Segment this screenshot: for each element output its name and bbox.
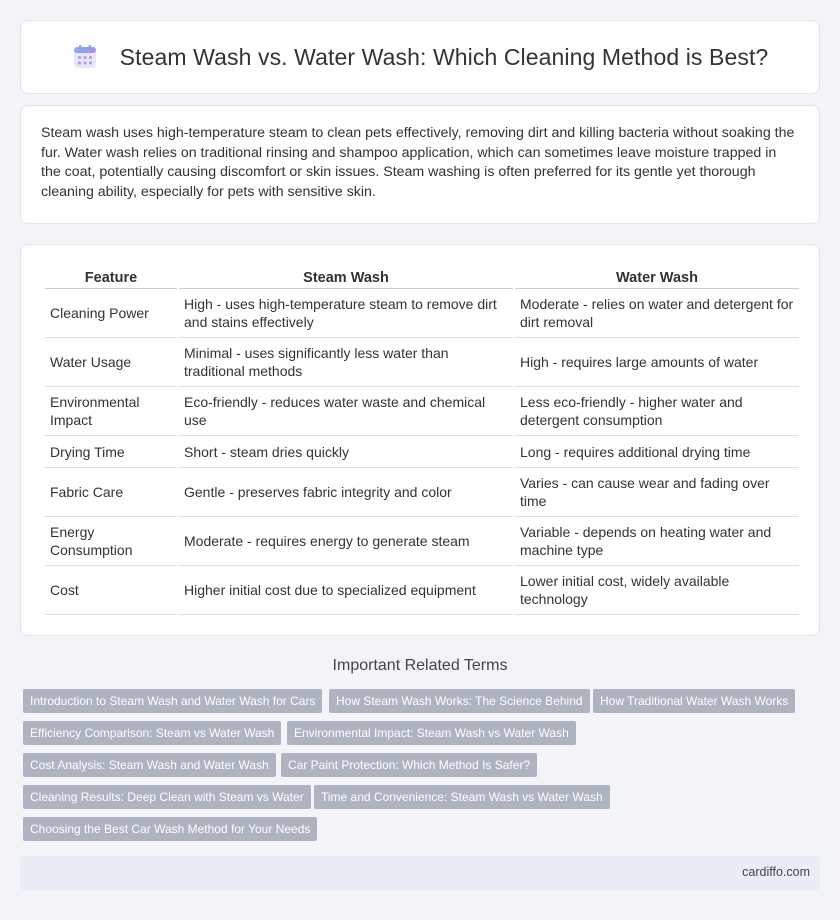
related-tag[interactable]: Introduction to Steam Wash and Water Wash for Cars: [23, 689, 322, 713]
related-tag[interactable]: Time and Convenience: Steam Wash vs Water Wash: [314, 785, 610, 809]
related-tag[interactable]: Car Paint Protection: Which Method Is Safer?: [281, 753, 537, 777]
water-cell: Moderate - relies on water and detergent for dirt removal: [515, 289, 799, 338]
related-tag[interactable]: Efficiency Comparison: Steam vs Water Wash: [23, 721, 281, 745]
intro-card: [20, 105, 820, 224]
footer: [20, 856, 820, 890]
related-tag[interactable]: Choosing the Best Car Wash Method for Your Needs: [23, 817, 317, 841]
feature-cell: Cleaning Power: [45, 289, 177, 338]
water-cell: High - requires large amounts of water: [515, 338, 799, 387]
feature-cell: Drying Time: [45, 436, 177, 468]
related-terms-title: Important Related Terms: [332, 657, 508, 674]
water-cell: Varies - can cause wear and fading over time: [515, 468, 799, 517]
table-row: [45, 566, 799, 615]
table-row: [45, 338, 799, 387]
comparison-table: [43, 265, 801, 615]
footer-site[interactable]: cardiffo.com: [742, 865, 810, 879]
feature-cell: Energy Consumption: [45, 517, 177, 566]
header-steam-wash: Steam Wash: [179, 265, 513, 289]
related-tag[interactable]: Cleaning Results: Deep Clean with Steam vs Water: [23, 785, 311, 809]
steam-cell: Gentle - preserves fabric integrity and color: [179, 468, 513, 517]
water-cell: Lower initial cost, widely available technology: [515, 566, 799, 615]
table-row: [45, 436, 799, 468]
header-card: [20, 20, 820, 94]
steam-cell: High - uses high-temperature steam to remove dirt and stains effectively: [179, 289, 513, 338]
calendar-icon: [72, 44, 98, 70]
steam-cell: Higher initial cost due to specialized equipment: [179, 566, 513, 615]
comparison-card: [20, 244, 820, 636]
related-tag[interactable]: How Steam Wash Works: The Science Behind: [329, 689, 590, 713]
water-cell: Long - requires additional drying time: [515, 436, 799, 468]
steam-cell: Eco-friendly - reduces water waste and chemical use: [179, 387, 513, 436]
feature-cell: Environmental Impact: [45, 387, 177, 436]
related-tag[interactable]: Environmental Impact: Steam Wash vs Water Wash: [287, 721, 576, 745]
table-row: [45, 468, 799, 517]
table-row: [45, 289, 799, 338]
intro-text: Steam wash uses high-temperature steam to clean pets effectively, removing dirt and killing bacteria without soaking the fur. Water wash relies on traditional rinsing and shampoo application, which can sometimes leave moisture trapped in the coat, potentially causing discomfort or skin issues. Steam washing is often preferred for its gentle yet thorough cleaning ability, especially for pets with sensitive skin.: [41, 125, 795, 200]
related-tag[interactable]: Cost Analysis: Steam Wash and Water Wash: [23, 753, 276, 777]
header-feature: Feature: [45, 265, 177, 289]
steam-cell: Short - steam dries quickly: [179, 436, 513, 468]
related-tag[interactable]: How Traditional Water Wash Works: [593, 689, 795, 713]
feature-cell: Water Usage: [45, 338, 177, 387]
page-title: Steam Wash vs. Water Wash: Which Cleaning Method is Best?: [119, 43, 769, 70]
steam-cell: Moderate - requires energy to generate steam: [179, 517, 513, 566]
header-water-wash: Water Wash: [515, 265, 799, 289]
table-row: [45, 517, 799, 566]
table-row: [45, 387, 799, 436]
water-cell: Variable - depends on heating water and machine type: [515, 517, 799, 566]
water-cell: Less eco-friendly - higher water and detergent consumption: [515, 387, 799, 436]
feature-cell: Fabric Care: [45, 468, 177, 517]
steam-cell: Minimal - uses significantly less water than traditional methods: [179, 338, 513, 387]
feature-cell: Cost: [45, 566, 177, 615]
